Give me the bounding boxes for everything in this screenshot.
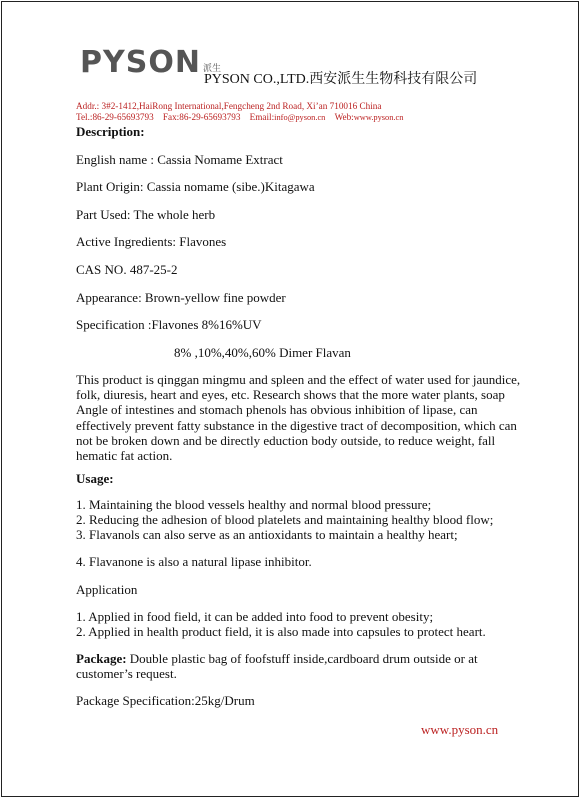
description-paragraph [76,372,536,463]
usage-heading: Usage: [76,471,114,486]
package-specification: Package Specification:25kg/Drum [76,693,255,708]
fax-number: Fax:86-29-65693793 [162,112,241,122]
paragraph-line: folk, diuresis, heart and eyes, etc. Research shows that the more water plants, soap [76,387,505,403]
paragraph-line: effectively prevent fatty substance in the digestive tract of decomposition, which can [76,417,517,433]
web-label: Web: [334,112,354,122]
package-text: Double plastic bag of foofstuff inside,cardboard drum outside or at [126,651,478,666]
address-line: Addr.: 3#2-1412,HaiRong International,Fengcheng 2nd Road, Xi’an 710016 China [76,101,382,111]
company-logo [80,45,221,80]
application-item: 1. Applied in food field, it can be added into food to prevent obesity; [76,609,434,624]
usage-item: 3. Flavanols can also serve as an antioxidants to maintain a healthy heart; [76,527,458,543]
paragraph-line: hematic fat action. [76,448,173,464]
application-list [76,609,536,639]
paragraph-line: This product is qinggan mingmu and spleen and the effect of water used for jaundice, [76,372,521,387]
usage-item: 1. Maintaining the blood vessels healthy and normal blood pressure; [76,497,432,512]
active-ingredients: Active Ingredients: Flavones [76,234,227,249]
usage-item-4: 4. Flavanone is also a natural lipase inhibitor. [76,554,312,569]
package-text-continued: customer’s request. [76,666,177,682]
web-link[interactable]: www.pyson.cn [353,113,404,122]
usage-item: 2. Reducing the adhesion of blood platelets and maintaining healthy blood flow; [76,512,494,528]
usage-list [76,497,536,543]
email-label: Email: [249,112,275,122]
plant-origin: Plant Origin: Cassia nomame (sibe.)Kitagawa [76,179,315,194]
footer-website-link[interactable]: www.pyson.cn [421,722,499,737]
specification: Specification :Flavones 8%16%UV [76,317,262,332]
contact-line [76,112,403,123]
application-item: 2. Applied in health product field, it is also made into capsules to protect heart. [76,624,486,640]
appearance: Appearance: Brown-yellow fine powder [76,290,286,305]
description-heading: Description: [76,124,145,139]
logo-chinese-mark: 派生 [202,64,221,74]
company-name: PYSON CO.,LTD.西安派生生物科技有限公司 [204,72,478,87]
paragraph-line: not be broken down and be directly eduction body outside, to reduce weight, fall [76,432,496,448]
logo-wordmark: PYSON [80,45,201,80]
tel-number: Tel.:86-29-65693793 [76,112,154,122]
package-label: Package: [76,651,127,666]
paragraph-line: Angle of intestines and stomach phenols has obvious inhibition of lipase, can [76,402,478,418]
english-name: English name : Cassia Nomame Extract [76,152,283,167]
email-link[interactable]: info@pyson.cn [274,113,326,122]
application-heading: Application [76,582,138,597]
cas-number: CAS NO. 487-25-2 [76,262,178,277]
package-section [76,651,536,681]
specification-continued: 8% ,10%,40%,60% Dimer Flavan [174,345,351,360]
part-used: Part Used: The whole herb [76,207,216,222]
